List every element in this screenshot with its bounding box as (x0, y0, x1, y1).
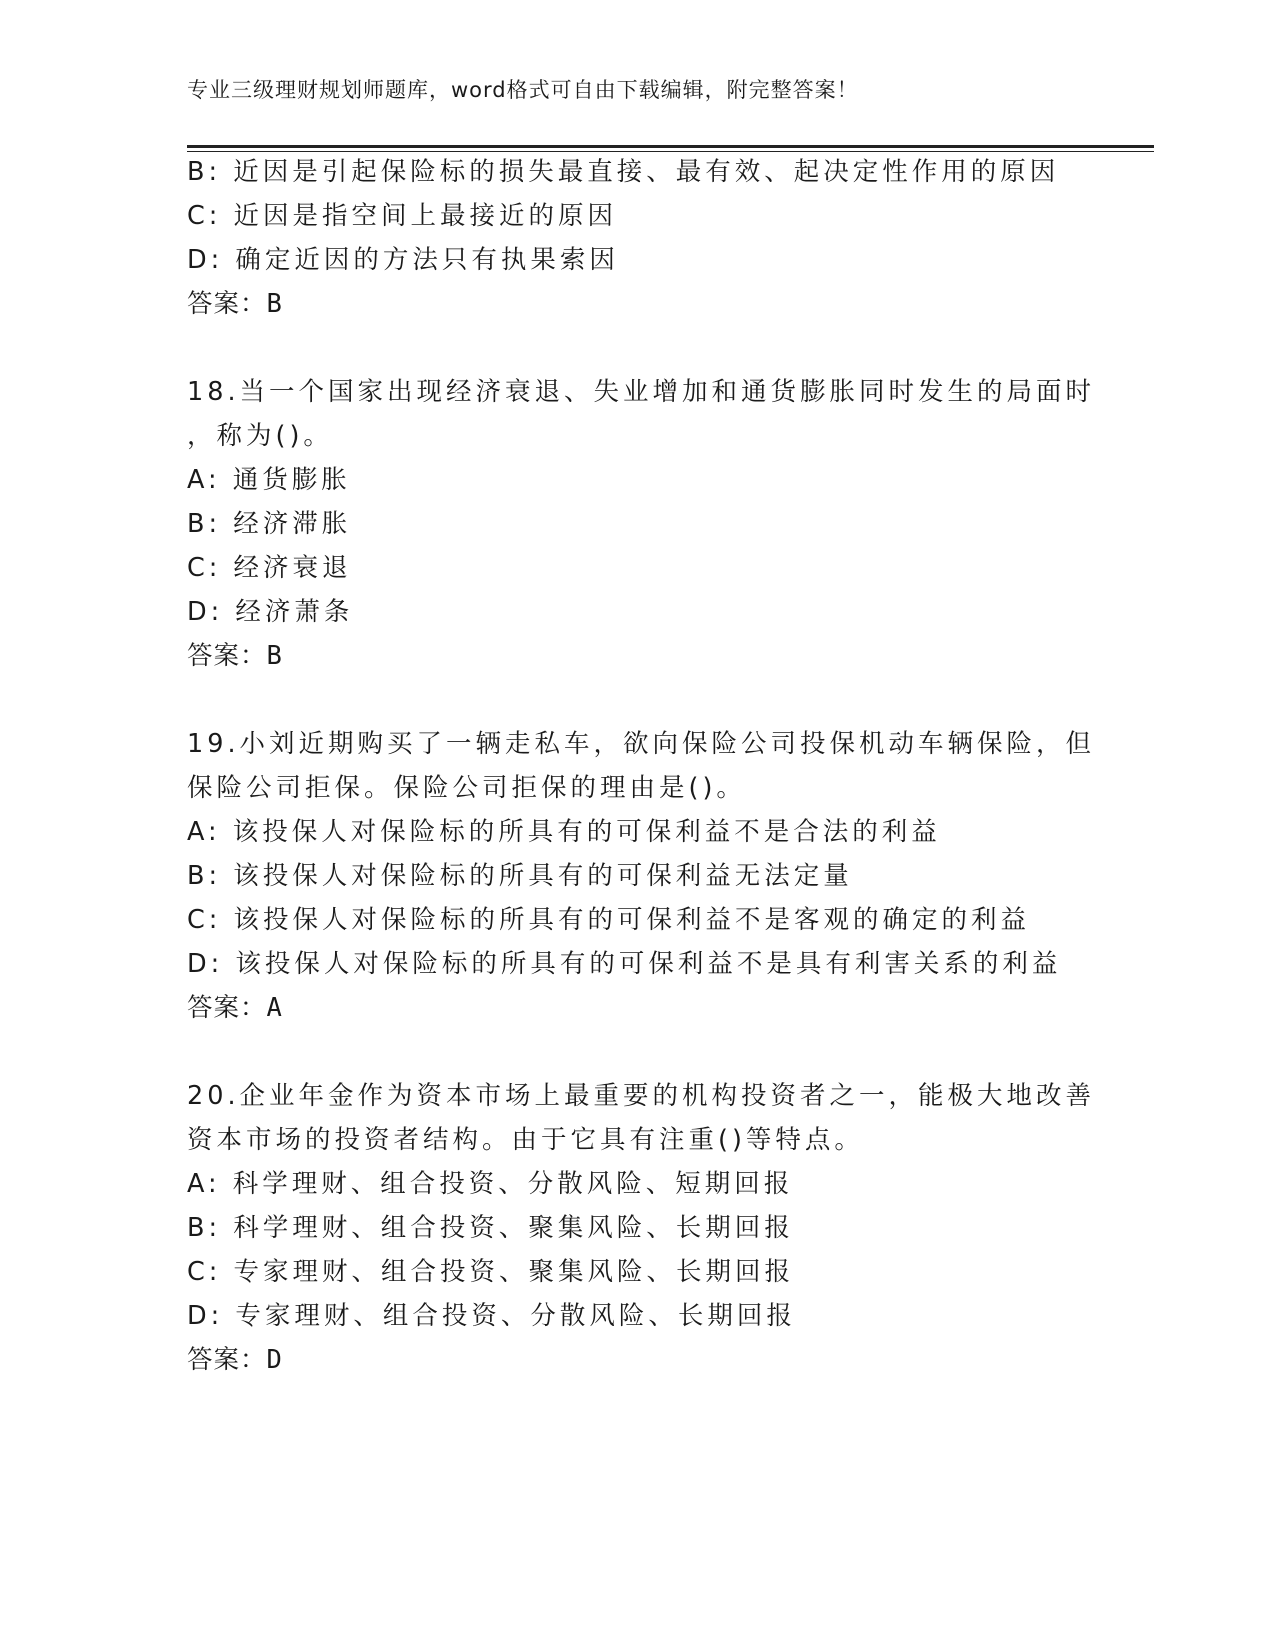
answer-value: A (266, 993, 282, 1023)
answer-value: B (266, 289, 282, 319)
answer-label: 答案： (187, 289, 267, 319)
question-stem-line: 保险公司拒保。保险公司拒保的理由是()。 (187, 773, 746, 803)
answer-value: D (266, 1345, 282, 1375)
option-line: B: 经济滞胀 (187, 509, 352, 539)
option-line: A: 通货膨胀 (187, 465, 351, 495)
header-rule-thin (187, 151, 1154, 152)
option-line: B: 该投保人对保险标的所具有的可保利益无法定量 (187, 861, 853, 891)
option-line: A: 科学理财、组合投资、分散风险、短期回报 (187, 1169, 794, 1199)
question-stem-line: 18.当一个国家出现经济衰退、失业增加和通货膨胀同时发生的局面时 (187, 377, 1096, 407)
option-line: B: 科学理财、组合投资、聚集风险、长期回报 (187, 1213, 794, 1243)
option-line: D: 该投保人对保险标的所具有的可保利益不是具有利害关系的利益 (187, 949, 1062, 979)
question-stem-line: ，称为()。 (187, 421, 333, 451)
question-stem-line: 20.企业年金作为资本市场上最重要的机构投资者之一，能极大地改善 (187, 1081, 1096, 1111)
answer-line (187, 638, 282, 674)
question-stem-line: 19.小刘近期购买了一辆走私车，欲向保险公司投保机动车辆保险，但 (187, 729, 1096, 759)
option-line: C: 专家理财、组合投资、聚集风险、长期回报 (187, 1257, 795, 1287)
option-line: D: 经济萧条 (187, 597, 354, 627)
answer-label: 答案： (187, 993, 267, 1023)
answer-line (187, 1342, 282, 1378)
page-header: 专业三级理财规划师题库，word格式可自由下载编辑，附完整答案！ (187, 78, 859, 102)
option-line: C: 近因是指空间上最接近的原因 (187, 201, 618, 231)
question-stem-line: 资本市场的投资者结构。由于它具有注重()等特点。 (187, 1125, 864, 1155)
answer-value: B (266, 641, 282, 671)
option-line: C: 经济衰退 (187, 553, 352, 583)
answer-line (187, 286, 282, 322)
option-line: D: 专家理财、组合投资、分散风险、长期回报 (187, 1301, 796, 1331)
option-line: C: 该投保人对保险标的所具有的可保利益不是客观的确定的利益 (187, 905, 1031, 935)
answer-label: 答案： (187, 641, 267, 671)
answer-label: 答案： (187, 1345, 267, 1375)
option-line: D: 确定近因的方法只有执果索因 (187, 245, 619, 275)
header-rule-thick (187, 145, 1154, 148)
option-line: A: 该投保人对保险标的所具有的可保利益不是合法的利益 (187, 817, 941, 847)
option-line: B: 近因是引起保险标的损失最直接、最有效、起决定性作用的原因 (187, 157, 1060, 187)
answer-line (187, 990, 282, 1026)
